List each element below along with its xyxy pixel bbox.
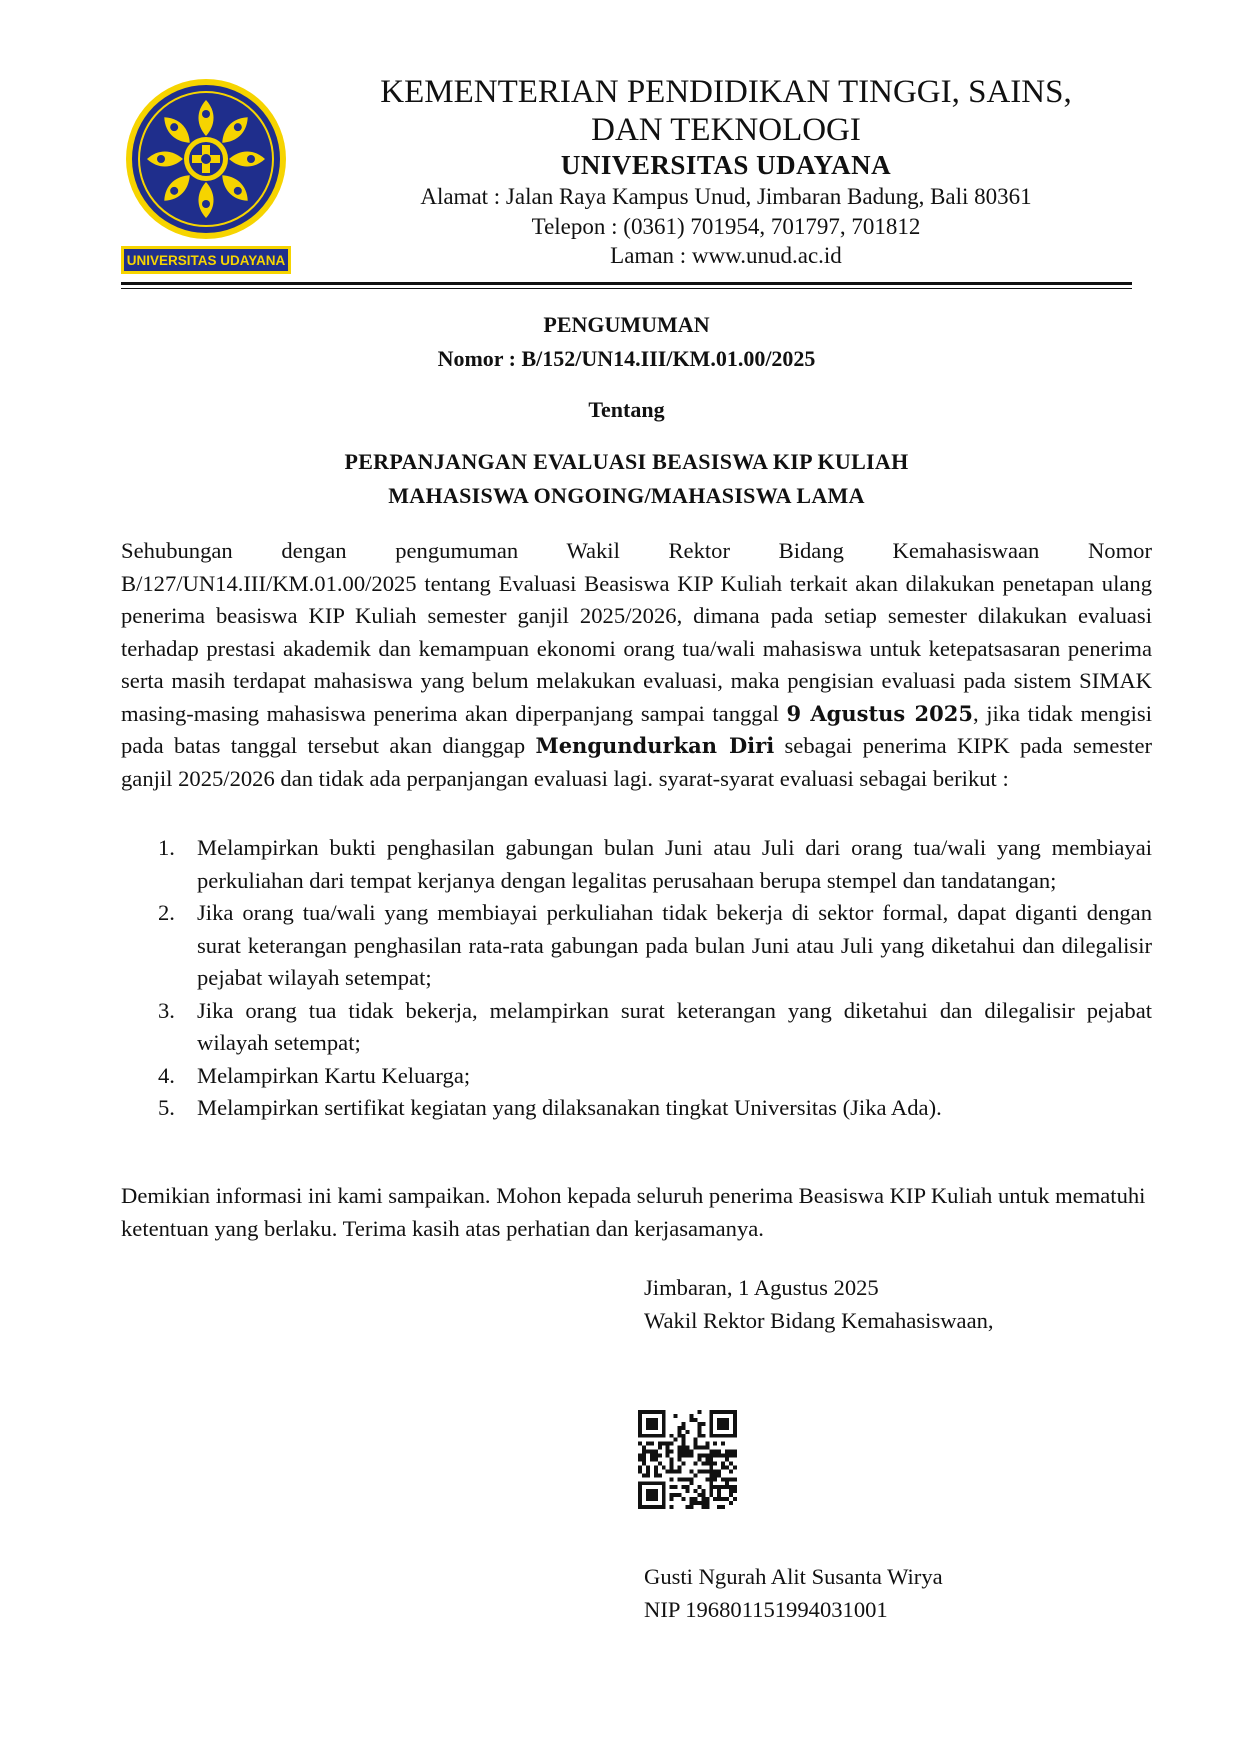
ministry-name-line2: DAN TEKNOLOGI: [591, 112, 861, 148]
list-item: [121, 1092, 1152, 1125]
list-item: [121, 1060, 1152, 1093]
list-item-text: Melampirkan sertifikat kegiatan yang dilaksanakan tingkat Universitas (Jika Ada).: [197, 1095, 942, 1120]
list-item-text: Melampirkan Kartu Keluarga;: [197, 1062, 471, 1088]
closing-paragraph: Demikian informasi ini kami sampaikan. Mohon kepada seluruh penerima Beasiswa KIP Kuliah untuk mematuhi ketentuan yang berlaku. Terima kasih atas perhatian dan kerjasamanya.: [121, 1183, 1146, 1241]
logo-banner-text: UNIVERSITAS UDAYANA: [126, 253, 286, 268]
university-logo: [121, 74, 291, 274]
list-item-text: Jika orang tua/wali yang membiayai perkuliahan tidak bekerja di sektor formal, dapat diganti dengan surat keterangan penghasilan rata-rata gabungan pada bulan Juni atau Juli yang diketahui dan dilegalisir pejabat wilayah setempat;: [197, 900, 1152, 990]
list-item-number: 1.: [158, 835, 175, 860]
list-item-number: 4.: [158, 1062, 175, 1088]
signature-role: Wakil Rektor Bidang Kemahasiswaan,: [644, 1308, 994, 1333]
announcement-title-line1: PERPANJANGAN EVALUASI BEASISWA KIP KULIAH: [344, 449, 909, 474]
announcement-label: PENGUMUMAN: [543, 312, 710, 337]
signatory-nip: NIP 196801151994031001: [644, 1597, 888, 1622]
signature-place-date: Jimbaran, 1 Agustus 2025: [644, 1275, 879, 1300]
address-text: Alamat : Jalan Raya Kampus Unud, Jimbaran Badung, Bali 80361: [420, 184, 1032, 209]
withdrawal-status: Mengundurkan Diri: [535, 733, 775, 758]
intro-text-part2: , jika tidak mengisi pada batas tanggal tersebut akan dianggap: [121, 700, 1152, 758]
website-text: Laman : www.unud.ac.id: [610, 243, 842, 268]
ministry-name-line1: KEMENTERIAN PENDIDIKAN TINGGI, SAINS,: [380, 74, 1072, 110]
list-item: [121, 897, 1152, 995]
intro-text-part1: Sehubungan dengan pengumuman Wakil Rektor Bidang Kemahasiswaan Nomor B/127/UN14.III/KM.01.00/2025 tentang Evaluasi Beasiswa KIP Kuliah terkait akan dilakukan penetapan ulang penerima beasiswa KIP Kuliah semester ganjil 2025/2026, dimana pada setiap semester dilakukan evaluasi terhadap prestasi akademik dan kemampuan ekonomi orang tua/wali mahasiswa untuk ketepatsasaran penerima serta masih terdapat mahasiswa yang belum melakukan evaluasi, maka pengisian evaluasi pada sistem SIMAK masing-masing mahasiswa penerima akan diperpanjang sampai tanggal: [121, 538, 1152, 726]
phone-text: Telepon : (0361) 701954, 701797, 701812: [531, 214, 921, 239]
signatory-name: Gusti Ngurah Alit Susanta Wirya: [644, 1564, 943, 1589]
list-item-number: 2.: [158, 900, 175, 925]
letterhead-divider-thick: [121, 282, 1132, 285]
list-item-text: Melampirkan bukti penghasilan gabungan bulan Juni atau Juli dari orang tua/wali yang membiayai perkuliahan dari tempat kerjanya dengan legalitas perusahaan berupa stempel dan tandatangan;: [197, 835, 1152, 893]
qr-code-icon: [638, 1410, 737, 1509]
list-item-text: Jika orang tua tidak bekerja, melampirkan surat keterangan yang diketahui dan dilegalisir pejabat wilayah setempat;: [197, 997, 1152, 1055]
intro-text-part3: sebagai penerima KIPK pada semester ganjil 2025/2026 dan tidak ada perpanjangan evaluasi lagi. syarat-syarat evaluasi sebagai berikut :: [121, 733, 1152, 791]
announcement-number: Nomor : B/152/UN14.III/KM.01.00/2025: [437, 346, 816, 371]
list-item-number: 3.: [158, 997, 175, 1023]
letterhead-divider-thin: [121, 288, 1132, 289]
list-item: [121, 832, 1152, 897]
intro-paragraph: [121, 535, 1152, 795]
announcement-about: Tentang: [588, 397, 665, 422]
deadline-date: 9 Agustus 2025: [786, 700, 973, 726]
university-name: UNIVERSITAS UDAYANA: [560, 150, 892, 180]
list-item-number: 5.: [158, 1095, 175, 1120]
requirements-list: [121, 832, 1152, 1125]
list-item: [121, 995, 1152, 1060]
announcement-title-line2: MAHASISWA ONGOING/MAHASISWA LAMA: [388, 483, 865, 508]
